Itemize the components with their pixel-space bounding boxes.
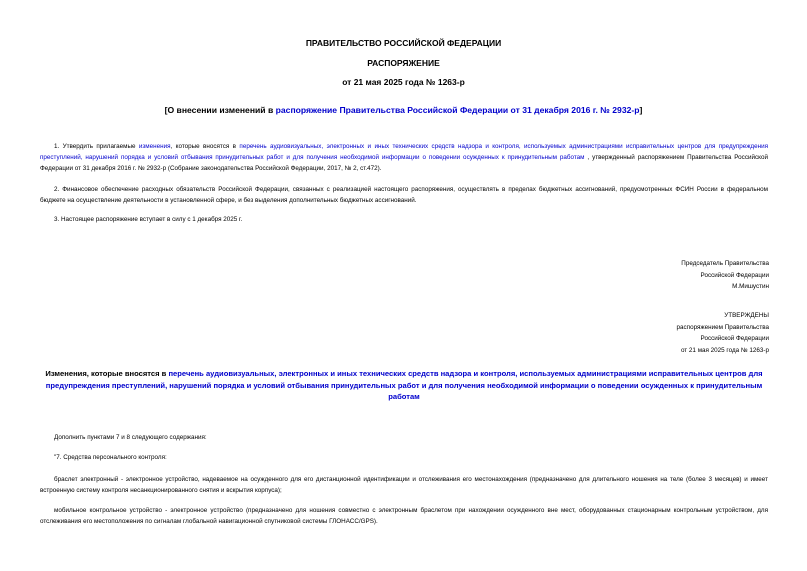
subject-suffix: ] — [639, 105, 643, 115]
paragraph-1 — [40, 141, 768, 174]
p1-link-list[interactable]: перечень аудиовизуальных, электронных и иных технических средств надзора и контроля, используемых администрациями исправительных центров для предупреждения преступлений, нарушений порядка и условий отбывания принудительных работ и для получения необходимой информации о поведении осужденных к принудительным работам — [40, 143, 768, 161]
approved-line-2: распоряжением Правительства — [676, 323, 769, 331]
p1-link-changes[interactable]: изменения — [138, 143, 171, 150]
paragraph-7: мобильное контрольное устройство - электронное устройство (предназначено для ношения совместно с электронным браслетом при нахождении осужденного вне мест, оборудованных стационарным контрольным устройством, для отслеживания его местоположения по сигналам глобальной навигационной спутниковой системы ГЛОНАСС/GPS). — [40, 507, 768, 525]
approved-line-4: от 21 мая 2025 года № 1263-р — [680, 346, 769, 354]
p1-text-c: , утвержденный распоряжением Правительства Российской Федерации от 31 декабря 2016 г. № 2932-р (Собрание законодательства Российской Федерации, 2017, № 2, ст.472). — [40, 154, 769, 172]
signature-line-1: Председатель Правительства — [681, 260, 769, 267]
doc-type: РАСПОРЯЖЕНИЕ — [367, 58, 440, 68]
subject-link[interactable]: распоряжение Правительства Российской Федерации от 31 декабря 2016 г. № 2932-р — [275, 105, 640, 115]
signature-line-3: М.Мишустин — [732, 283, 769, 290]
changes-heading-prefix: Изменения, которые вносятся в — [45, 369, 169, 378]
paragraph-4: Дополнить пунктами 7 и 8 следующего содержания: — [54, 434, 207, 441]
doc-subject — [0, 105, 807, 115]
p1-text-b: , которые вносятся в — [170, 143, 240, 150]
changes-heading — [40, 368, 768, 403]
doc-date: от 21 мая 2025 года № 1263-р — [342, 77, 465, 87]
changes-heading-link[interactable]: перечень аудиовизуальных, электронных и иных технических средств надзора и контроля, используемых администрациями исправительных центров для предупреждения преступлений, нарушений порядка и условий отбывания принудительных работ и для получения необходимой информации о поведении осужденных к принудительным работам — [45, 369, 763, 401]
signature-line-2: Российской Федерации — [700, 271, 769, 279]
approved-block — [569, 310, 769, 356]
approved-line-3: Российской Федерации — [700, 335, 769, 342]
paragraph-6: браслет электронный - электронное устройство, надеваемое на осужденного для его дистанционной идентификации и отслеживания его местонахождения (предназначено для длительного ношения на теле (более 3 месяцев) и имеет встроенную систему контроля несанкционированного снятия и вскрытия корпуса); — [40, 476, 768, 494]
signature-block — [569, 258, 769, 293]
org-title: ПРАВИТЕЛЬСТВО РОССИЙСКОЙ ФЕДЕРАЦИИ — [305, 38, 502, 48]
subject-prefix: [О внесении изменений в — [164, 105, 276, 115]
paragraph-2: 2. Финансовое обеспечение расходных обязательств Российской Федерации, связанных с реализацией настоящего распоряжения, осуществлять в пределах бюджетных ассигнований, предусмотренных ФСИН России в федеральном бюджете на осуществление деятельности в установленной сфере, и без выделения дополнительных бюджетных ассигнований. — [40, 186, 768, 204]
approved-line-1: УТВЕРЖДЕНЫ — [724, 312, 769, 319]
paragraph-3: 3. Настоящее распоряжение вступает в силу с 1 декабря 2025 г. — [54, 216, 243, 223]
paragraph-5: "7. Средства персонального контроля: — [54, 454, 167, 461]
p1-text-a: 1. Утвердить прилагаемые — [54, 143, 139, 150]
